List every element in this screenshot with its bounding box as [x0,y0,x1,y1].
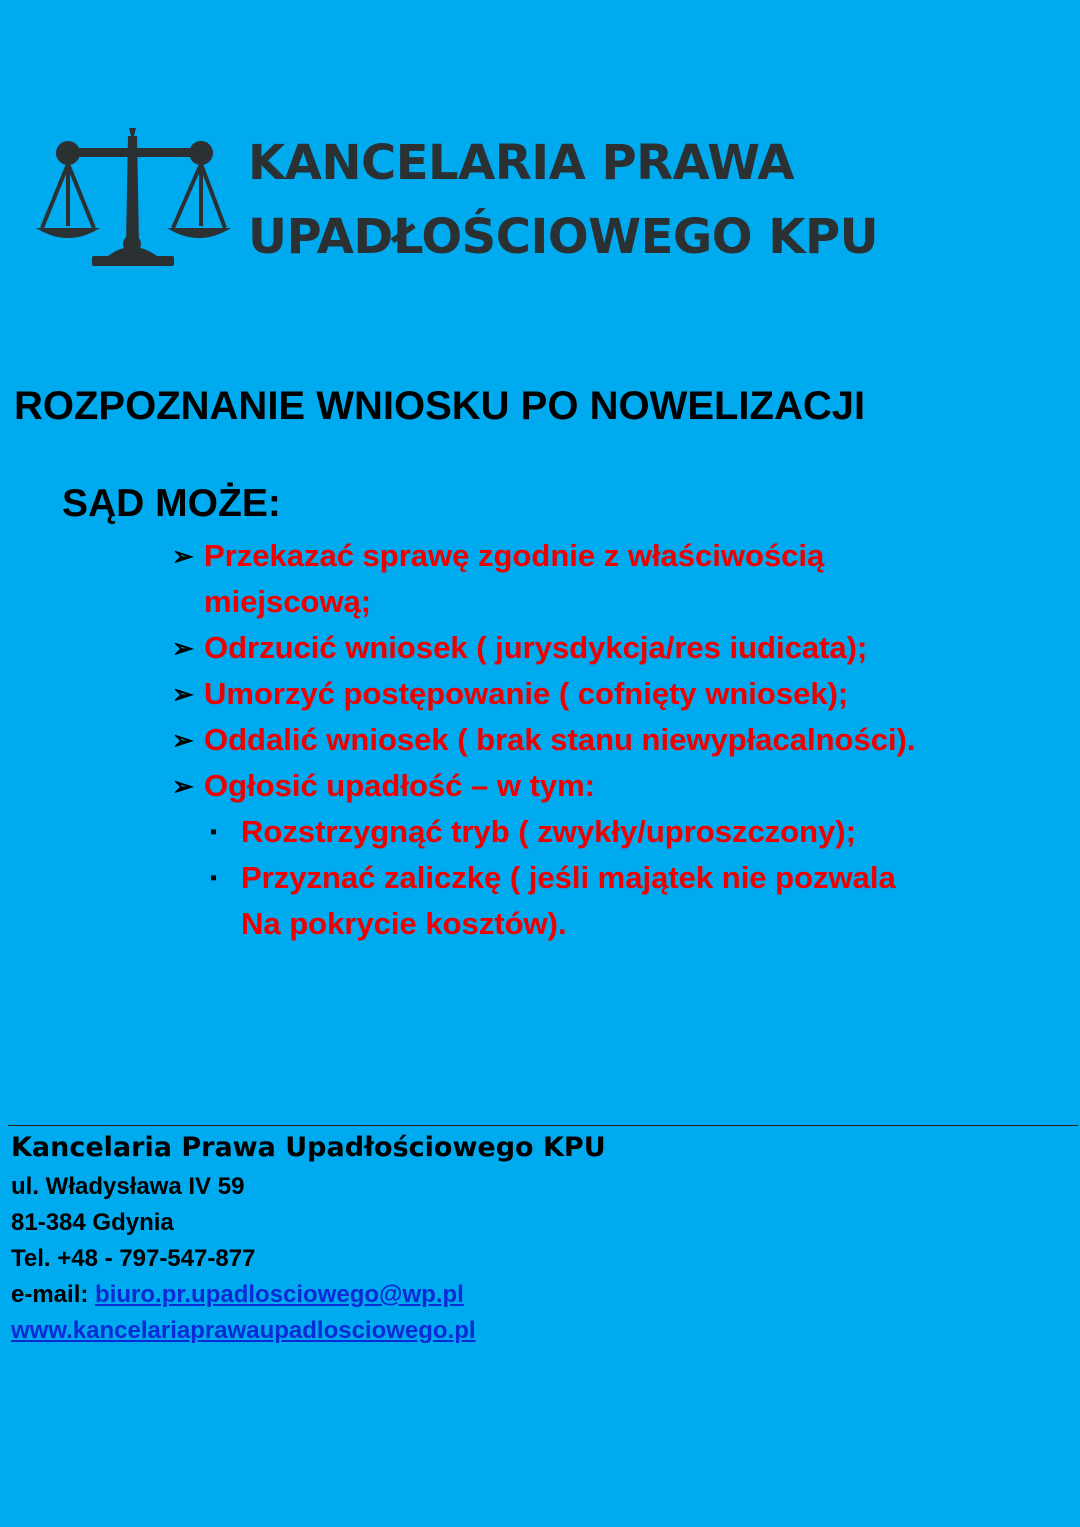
email-link[interactable]: biuro.pr.upadlosciowego@wp.pl [95,1281,464,1308]
square-bullet-icon: ▪ [210,867,218,889]
scales-of-justice-icon [36,126,231,278]
list-item [172,717,916,763]
square-bullet-icon: ▪ [210,821,218,843]
list-item [172,671,849,717]
footer-email-label: e-mail: [11,1281,96,1308]
logo-title-line2: UPADŁOŚCIOWEGO KPU [248,209,879,265]
sub-list-item [210,855,896,901]
sub-list-item-continuation: Na pokrycie kosztów). [241,906,567,941]
list-item-text: Odrzucić wniosek ( jurysdykcja/res iudicata); [204,630,868,665]
logo-title-line1: KANCELARIA PRAWA [248,135,795,191]
footer-email-row [11,1277,464,1313]
footer-street: ul. Władysława IV 59 [11,1173,245,1200]
list-item-text: Ogłosić upadłość – w tym: [204,768,596,803]
list-item-text: Umorzyć postępowanie ( cofnięty wniosek); [204,676,849,711]
list-item-text: Oddalić wniosek ( brak stanu niewypłacalności). [204,722,916,757]
section-subheading: SĄD MOŻE: [62,482,281,525]
footer-divider [8,1125,1078,1126]
arrow-bullet-icon: ➢ [172,725,194,755]
arrow-bullet-icon: ➢ [172,771,194,801]
list-item-text: Przekazać sprawę zgodnie z właściwością [204,538,825,573]
footer-company-name: Kancelaria Prawa Upadłościowego KPU [11,1132,606,1163]
arrow-bullet-icon: ➢ [172,541,194,571]
sub-list-item [210,809,856,855]
footer-website-row [11,1313,476,1349]
sub-list-item-text: Przyznać zaliczkę ( jeśli majątek nie pozwala [241,860,896,895]
list-item [172,533,825,579]
footer-city: 81-384 Gdynia [11,1209,174,1236]
sub-list-item-text: Rozstrzygnąć tryb ( zwykły/uproszczony); [241,814,856,849]
website-link[interactable]: www.kancelariaprawaupadlosciowego.pl [11,1317,476,1344]
footer-phone: Tel. +48 - 797-547-877 [11,1245,256,1272]
list-item-continuation: miejscową; [204,584,372,619]
list-item [172,625,868,671]
list-item [172,763,596,809]
page-heading: ROZPOZNANIE WNIOSKU PO NOWELIZACJI [14,384,866,428]
arrow-bullet-icon: ➢ [172,679,194,709]
arrow-bullet-icon: ➢ [172,633,194,663]
